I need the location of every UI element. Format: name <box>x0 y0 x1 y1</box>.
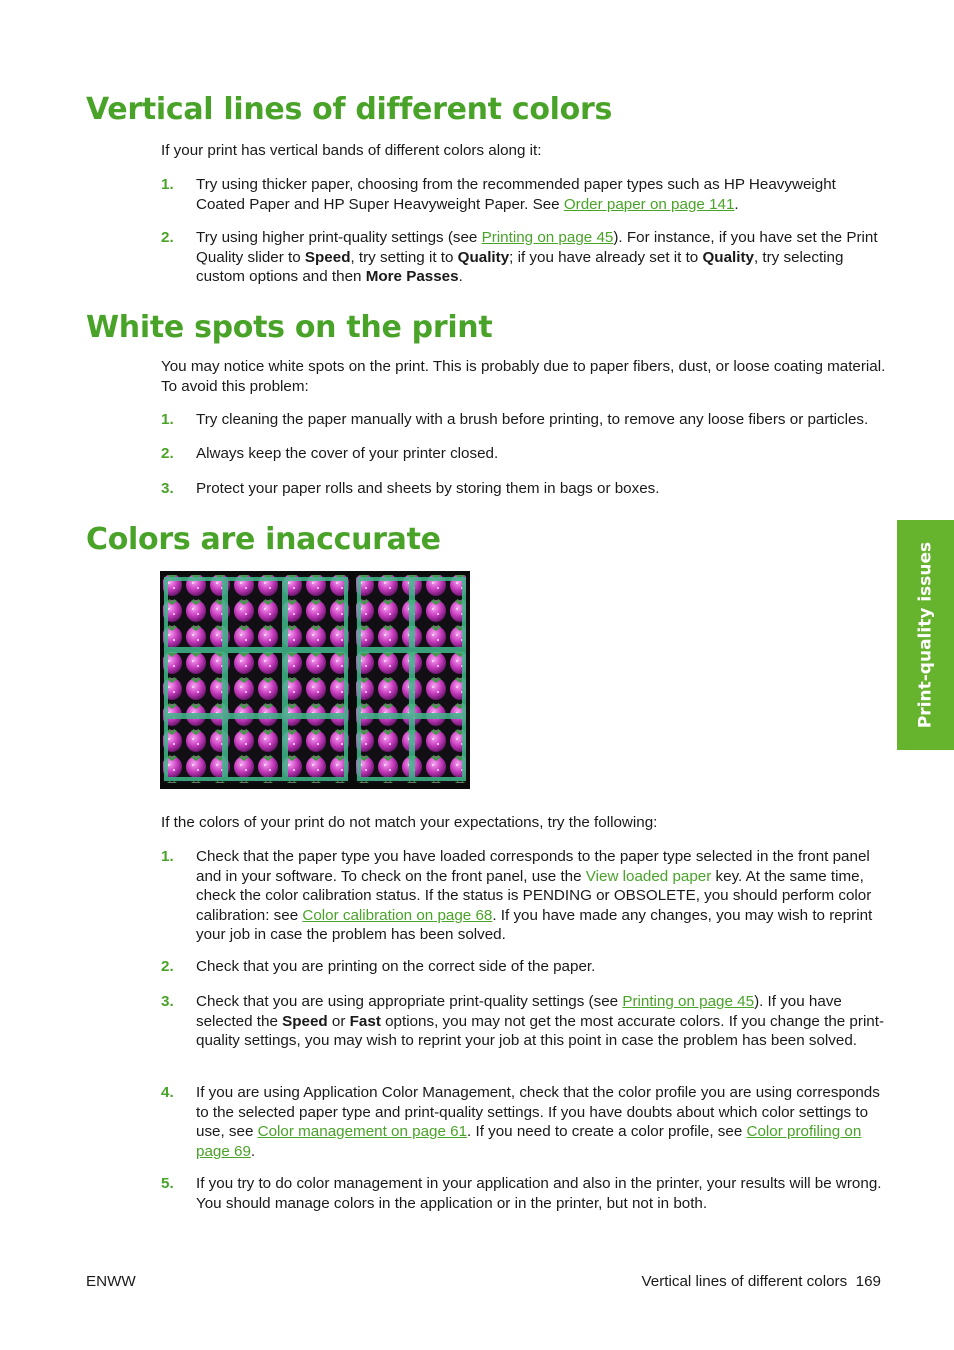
item-text: . <box>734 195 739 213</box>
item-text: If you try to do color management in your application and also in the printer, your results will be wrong. You should manage colors in the application or in the printer, but not in both. <box>196 1175 882 1212</box>
strawberries-print-sample-image <box>160 571 470 789</box>
item-text: Protect your paper rolls and sheets by storing them in bags or boxes. <box>196 480 660 497</box>
list-item <box>161 1174 886 1213</box>
list-item <box>161 479 886 499</box>
bold-term: More Passes <box>365 268 459 285</box>
item-text: or <box>327 1012 350 1030</box>
list-number: 1. <box>161 848 174 865</box>
item-text: Check that the paper type you have loaded corresponds to the paper type selected in the front panel and in your software. To check on the front panel, use the <box>196 848 870 885</box>
item-text: , try selecting custom options and then <box>196 248 844 285</box>
bold-term: Quality <box>457 248 510 266</box>
item-text: ; if you have already set it to <box>509 248 703 266</box>
footer-section-title: Vertical lines of different colors <box>641 1273 848 1290</box>
item-text: Try using higher print-quality settings (see <box>196 229 482 246</box>
footer-right <box>642 1272 882 1292</box>
footer-left: ENWW <box>86 1273 136 1290</box>
list-item <box>161 444 886 464</box>
list-number: 1. <box>161 176 174 193</box>
bold-term: Speed <box>304 248 351 266</box>
item-text: ). If you have selected the <box>196 993 842 1030</box>
list-item <box>161 992 886 1051</box>
strawberries-illustration <box>160 571 470 789</box>
item-text: . <box>250 1142 256 1160</box>
item-text: If you are using Application Color Management, check that the color profile you are using corresponds to the selected paper type and print-quality settings. If you have doubts about which color settings to use, see <box>196 1084 880 1140</box>
item-text: Try using thicker paper, choosing from the recommended paper types such as HP Heavyweight Coated Paper and HP Super Heavyweight Paper. See <box>196 176 836 213</box>
item-text: . If you need to create a color profile, see <box>467 1123 747 1140</box>
order-paper-link[interactable]: Order paper on page 141 <box>563 195 735 213</box>
section3-intro: If the colors of your print do not match your expectations, try the following: <box>161 814 658 831</box>
bold-term: Speed <box>282 1012 328 1030</box>
item-text: Check that you are printing on the correct side of the paper. <box>196 958 596 975</box>
list-number: 4. <box>161 1084 174 1101</box>
section2-intro: You may notice white spots on the print. This is probably due to paper fibers, dust, or loose coating material. To avoid this problem: <box>161 358 886 395</box>
list-item <box>161 1083 886 1161</box>
color-management-link[interactable]: Color management on page 61 <box>257 1123 468 1140</box>
list-item <box>161 847 886 945</box>
side-tab-label: Print-quality issues <box>914 541 935 729</box>
item-text: key. At the same time, check the color calibration status. If the status is PENDING or OBSOLETE, you should perform color calibration: see <box>196 867 872 924</box>
item-text: . <box>458 268 463 285</box>
item-text: options, you may not get the most accurate colors. If you change the print-quality settings, you may wish to reprint your job at this point in case the problem has been solved. <box>196 1012 885 1049</box>
chapter-side-tab <box>897 520 954 750</box>
bold-term: Quality <box>702 248 754 266</box>
list-number: 2. <box>161 958 174 975</box>
bold-term: Fast <box>349 1012 381 1030</box>
list-number: 5. <box>161 1175 174 1192</box>
section1-intro: If your print has vertical bands of different colors along it: <box>161 142 542 159</box>
list-item <box>161 957 886 977</box>
heading-colors-inaccurate: Colors are inaccurate <box>86 522 441 557</box>
item-text: ). For instance, if you have set the Print Quality slider to <box>196 229 878 266</box>
heading-white-spots: White spots on the print <box>86 310 493 345</box>
item-text: Always keep the cover of your printer closed. <box>196 445 499 462</box>
list-number: 3. <box>161 993 174 1010</box>
list-number: 2. <box>161 229 174 246</box>
list-number: 1. <box>161 411 174 428</box>
item-text: Try cleaning the paper manually with a brush before printing, to remove any loose fibers or particles. <box>196 411 869 428</box>
item-text: , try setting it to <box>350 248 458 266</box>
item-text: Check that you are using appropriate print-quality settings (see <box>196 993 623 1010</box>
list-item <box>161 175 886 214</box>
printing-link[interactable]: Printing on page 45 <box>622 993 755 1010</box>
item-text: . If you have made any changes, you may wish to reprint your job in case the problem has been solved. <box>196 906 873 943</box>
list-number: 2. <box>161 445 174 462</box>
heading-vertical-lines: Vertical lines of different colors <box>86 92 613 127</box>
list-item <box>161 410 886 430</box>
view-loaded-paper-key: View loaded paper <box>585 867 712 885</box>
list-item <box>161 228 886 287</box>
list-number: 3. <box>161 480 174 497</box>
page-number: 169 <box>855 1273 881 1290</box>
color-profiling-link[interactable]: Color profiling on page 69 <box>196 1123 862 1160</box>
color-calibration-link[interactable]: Color calibration on page 68 <box>302 906 493 924</box>
printing-link[interactable]: Printing on page 45 <box>481 229 614 246</box>
